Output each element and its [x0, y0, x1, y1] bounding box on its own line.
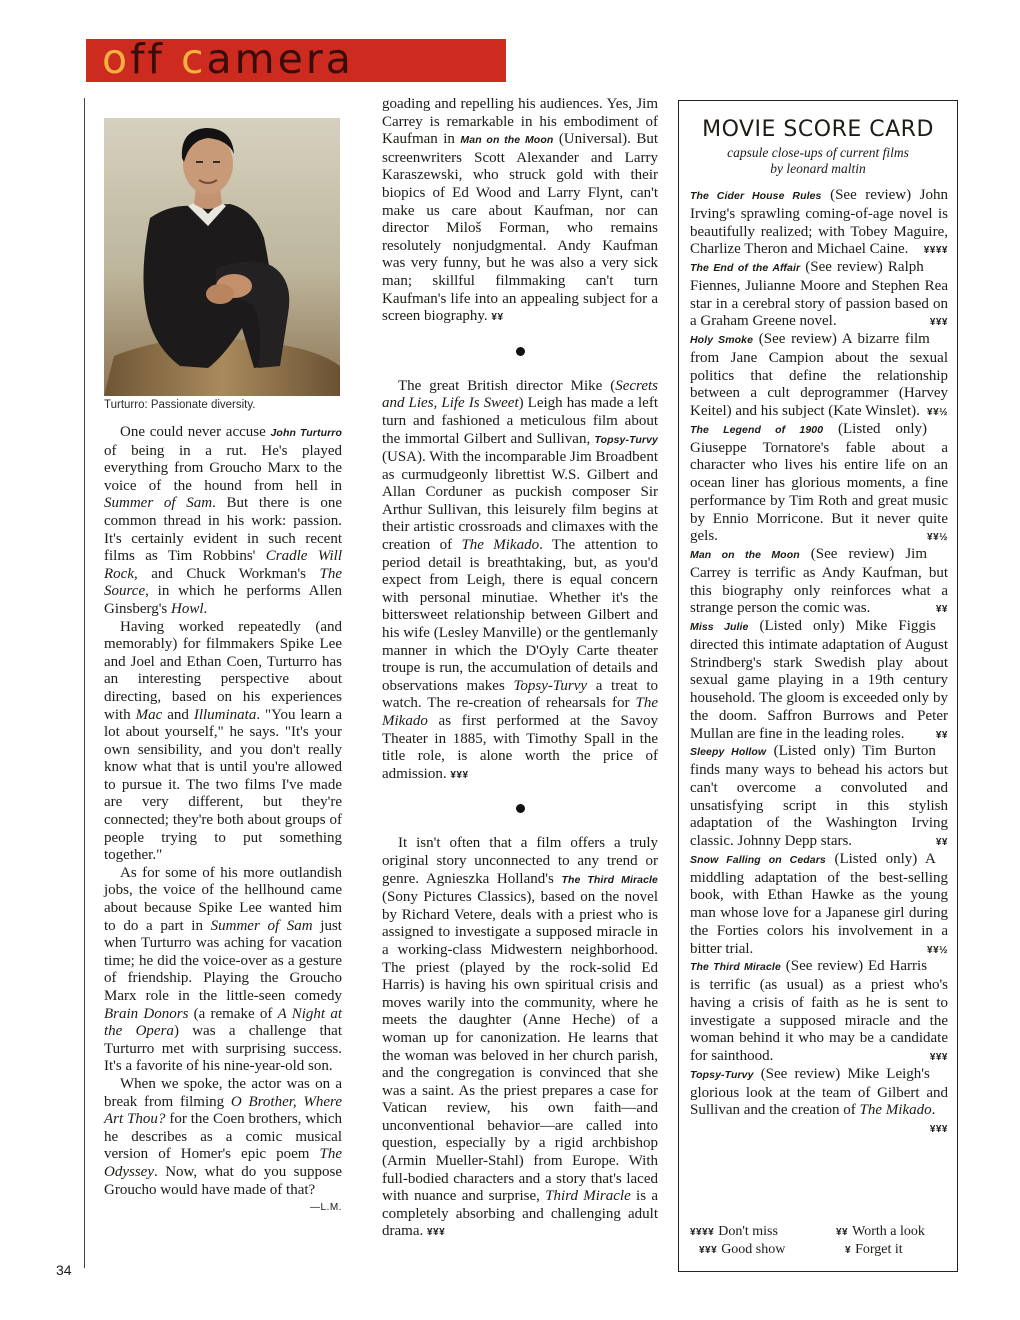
score-card-entry: Man on the Moon (See review) Jim Carrey is terrific as Andy Kaufman, but this biography only reinforces what a strange person the comic was. ¥¥ — [690, 546, 948, 618]
rating-icon: ¥¥¥¥ — [690, 1227, 715, 1238]
rating-icon: ¥¥½ — [927, 407, 948, 418]
score-card-entry: The End of the Affair (See review) Ralph Fiennes, Julianne Moore and Stephen Rea star in a cerebral story of passion based on a Graham Greene novel. ¥¥¥ — [690, 259, 948, 331]
left-rule — [84, 98, 85, 1268]
rating-icon: ¥ — [845, 1245, 852, 1256]
paragraph: The great British director Mike (Secrets and Lies, Life Is Sweet) Leigh has made a left turn and fashioned a meticulous film about the immortal Gilbert and Sullivan, Topsy-Turvy (USA). With the incomparable Jim Broadbent as curmudgeonly librettist W.S. Gilbert and Allan Corduner as puckish composer Sir Arthur Sullivan, this leisurely film begins at their artistic crossroads and climaxes with the creation of The Mikado. The attention to period detail is breathtaking, but, as you'd expect from Leigh, there is equal concern with personal minutiae. Whether it's the bittersweet relationship between Gilbert and his wife (Lesley Manville) or the gentlemanly manner in which the D'Oyly Carte theater troupe is run, the accumulation of details and observations makes Topsy-Turvy a treat to watch. The re-creation of rehearsals for The Mikado as first performed at the Savoy Theater in 1885, with Timothy Spall in the title role, is alone worth the price of admission. ¥¥¥ — [382, 377, 658, 782]
paragraph: When we spoke, the actor was on a break from filming O Brother, Where Art Thou? for the Coen brothers, which he describes as a comic musical version of Homer's epic poem The Odyssey. Now, what do you suppose Groucho would have made of that? —L.M. — [104, 1076, 342, 1199]
rating-icon: ¥¥¥ — [426, 1227, 446, 1239]
actor-name: John Turturro — [270, 427, 342, 439]
paragraph: As for some of his more outlandish jobs, the voice of the hellhound came about because Spike Lee wanted him to do a part in Summer of Sam just when Turturro was aching for vacation time; he did the voice-over as a gesture of friendship. Playing the Groucho Marx role in the little-seen comedy Brain Donors (a remake of A Night at the Opera) was a challenge that Turturro met with surprising success. It's a favorite of his nine-year-old son. — [104, 864, 342, 1075]
score-card-subtitle: capsule close-ups of current films — [727, 145, 909, 160]
section-header — [86, 35, 506, 83]
paragraph: It isn't often that a film offers a truly original story unconnected to any trend or genre. Agnieszka Holland's The Third Miracle (Sony Pictures Classics), based on the novel by Richard Vetere, deals with a priest who is assigned to investigate a supposed miracle in a working-class Midwestern neighborhood. The priest (played by the rock-solid Ed Harris) is having his own spiritual crisis and moves warily into the community, where he meets the daughter (Anne Heche) of a woman up for canonization. He learns that the woman was beloved in her church parish, and the congregation is convinced that she was a saint. As the priest prepares a case for Vatican review, his own faith—and unconventional behavior—are called into question, especially by a rigid archbishop (Armin Mueller-Stahl) from Europe. With full-bodied characters and a story that's laced with nuance and surprise, Third Miracle is a completely absorbing and challenging adult drama. ¥¥¥ — [382, 835, 658, 1240]
score-card-title: MOVIE SCORE CARD — [702, 117, 934, 142]
score-card-entry: The Cider House Rules (See review) John Irving's sprawling coming-of-age novel is beautifully realized; with Tobey Maguire, Charlize Theron and Michael Caine. ¥¥¥¥ — [690, 187, 948, 259]
legend-item: ¥¥¥ Good show — [699, 1242, 786, 1257]
section-divider-bullet — [516, 804, 525, 813]
score-card-entry: The Legend of 1900 (Listed only) Giuseppe Tornatore's fable about a character who lives his entire life on an ocean liner has glorious moments, a fine performance by Tim Roth and great music by Ennio Morricone. But it never quite gels. ¥¥½ — [690, 421, 948, 546]
photo-caption: Turturro: Passionate diversity. — [104, 399, 256, 411]
author-initials: —L.M. — [310, 1202, 342, 1214]
paragraph: Having worked repeatedly (and memorably) for filmmakers Spike Lee and Joel and Ethan Coen, Turturro has an interesting perspective about directing, based on his experiences with Mac and Illuminata. "You learn a lot about yourself," he says. "It's your own sensibility, and you don't really know what that is until you're allowed to pursue it. The two films I've made are very different, but they're connected; they're both about groups of people trying to put something together." — [104, 618, 342, 864]
score-card-entry: Sleepy Hollow (Listed only) Tim Burton finds many ways to behead his actors but can't overcome a convoluted and unsatisfying script in this stylish adaptation of the Washington Irving classic. Johnny Depp stars. ¥¥ — [690, 743, 948, 851]
paragraph: goading and repelling his audiences. Yes, Jim Carrey is remarkable in his embodiment of Kaufman in Man on the Moon (Universal). But screenwriters Scott Alexander and Larry Karaszewski, who struck gold with their biopics of Ed Wood and Larry Flynt, can't make us care about Kaufman, nor can director Miloš Forman, who remains resolutely nonjudgmental. Andy Kaufman was very funny, but he was also a very sick man; skillful filmmaking can't turn Kaufman's life into an appealing subject for a screen biography. ¥¥ — [382, 96, 659, 325]
score-card-entry: Miss Julie (Listed only) Mike Figgis directed this intimate adaptation of August Strindberg's stark Swedish play about sexual game playing in a 19th century household. The gloom is exceeded only by the doom. Saffron Burrows and Peter Mullan are fine in the leading roles. ¥¥ — [690, 618, 948, 743]
paragraph: One could never accuse John Turturro of being in a rut. He's played everything from Groucho Marx to the voice of the hound from hell in Summer of Sam. But there is one common thread in his work: passion. It's certainly evident in such recent films as Tim Robbins' Cradle Will Rock, and Chuck Workman's The Source, in which he performs Allen Ginsberg's Howl. — [104, 424, 342, 617]
article-column-1 — [104, 424, 342, 1217]
rating-icon: ¥¥½ — [927, 532, 948, 544]
rating-icon: ¥¥ — [836, 1227, 849, 1238]
actor-photo — [104, 118, 340, 396]
rating-icon: ¥¥½ — [927, 944, 948, 956]
movie-score-card — [678, 100, 958, 1272]
rating-icon: ¥¥¥ — [929, 317, 948, 329]
section-title: off camera — [102, 35, 354, 83]
rating-icon: ¥¥ — [935, 604, 948, 616]
rating-icon: ¥¥ — [935, 729, 948, 741]
rating-icon: ¥¥¥ — [450, 769, 469, 781]
rating-icon: ¥¥¥ — [929, 1124, 948, 1135]
rating-icon: ¥¥¥¥ — [923, 245, 948, 257]
score-card-entry: Snow Falling on Cedars (Listed only) A middling adaptation of the best-selling book, with Ethan Hawke as the young man whose love for a Japanese girl during the Forties colors his involvement in a bitter trial. ¥¥½ — [690, 851, 948, 959]
rating-icon: ¥¥ — [491, 312, 504, 324]
legend-item: ¥ Forget it — [845, 1242, 903, 1257]
section-divider-bullet — [516, 347, 525, 356]
page-number: 34 — [56, 1262, 72, 1278]
article-column-2 — [382, 96, 658, 1242]
score-card-entry: The Third Miracle (See review) Ed Harris is terrific (as usual) as a priest who's having a crisis of faith as he is sent to investigate a supposed miracle and the woman behind it who may be a candidate for sainthood. ¥¥¥ — [690, 958, 948, 1066]
legend-item: ¥¥¥¥ Don't miss — [690, 1224, 778, 1239]
rating-icon: ¥¥¥ — [699, 1245, 718, 1256]
score-card-entry: Topsy-Turvy (See review) Mike Leigh's glorious look at the team of Gilbert and Sullivan and the creation of The Mikado. ¥¥¥ — [690, 1066, 948, 1120]
score-card-byline: by leonard maltin — [770, 161, 866, 176]
rating-icon: ¥¥¥ — [929, 1052, 948, 1063]
score-card-entries — [690, 187, 948, 1139]
rating-icon: ¥¥ — [935, 837, 948, 848]
score-card-entry: Holy Smoke (See review) A bizarre film from Jane Campion about the sexual politics that define the relationship between a cult deprogrammer (Harvey Keitel) and his subject (Kate Winslet). ¥¥½ — [690, 331, 948, 421]
legend-item: ¥¥ Worth a look — [836, 1224, 925, 1239]
